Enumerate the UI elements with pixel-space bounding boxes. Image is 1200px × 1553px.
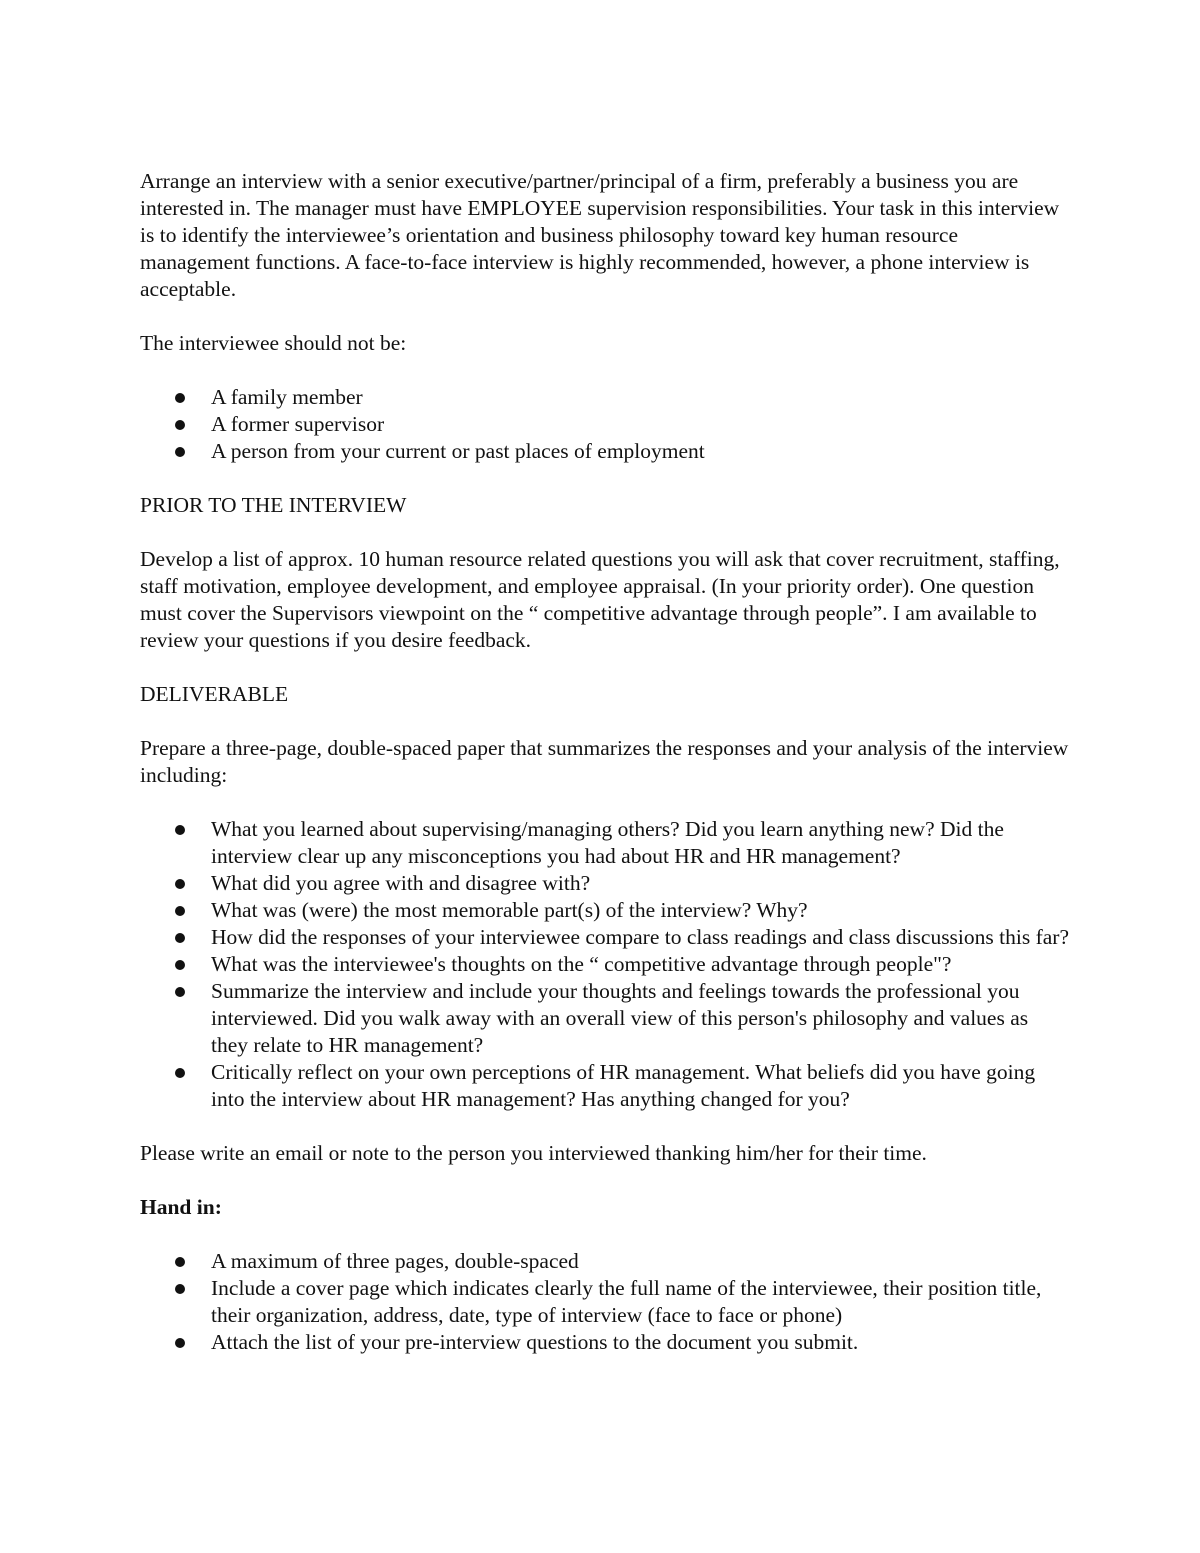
document-body bbox=[140, 168, 1070, 1383]
list-item: Include a cover page which indicates clearly the full name of the interviewee, their position title, their organization, address, date, type of interview (face to face or phone) bbox=[140, 1275, 1070, 1329]
bullet-icon bbox=[175, 960, 185, 970]
bullet-icon bbox=[175, 1338, 185, 1348]
bullet-icon bbox=[175, 906, 185, 916]
bullet-icon bbox=[175, 825, 185, 835]
bullet-icon bbox=[175, 420, 185, 430]
list-item: What was the interviewee's thoughts on the “ competitive advantage through people"? bbox=[140, 951, 1070, 978]
hand-in-list bbox=[140, 1248, 1070, 1356]
bullet-icon bbox=[175, 1284, 185, 1294]
closing-paragraph: Please write an email or note to the person you interviewed thanking him/her for their time. bbox=[140, 1141, 927, 1165]
bullet-icon bbox=[175, 393, 185, 403]
intro-paragraph: Arrange an interview with a senior executive/partner/principal of a firm, preferably a business you are interested in. The manager must have EMPLOYEE supervision responsibilities. Your task in this interview is to identify the interviewee’s orientation and business philosophy toward key human resource management functions. A face-to-face interview is highly recommended, however, a phone interview is acceptable. bbox=[140, 169, 1060, 301]
list-item: What you learned about supervising/managing others? Did you learn anything new? Did the interview clear up any misconceptions you had about HR and HR management? bbox=[140, 816, 1070, 870]
list-item: Summarize the interview and include your thoughts and feelings towards the professional you interviewed. Did you walk away with an overall view of this person's philosophy and values as they relate to HR management? bbox=[140, 978, 1070, 1059]
bullet-icon bbox=[175, 987, 185, 997]
bullet-icon bbox=[175, 933, 185, 943]
bullet-icon bbox=[175, 447, 185, 457]
prior-paragraph: Develop a list of approx. 10 human resource related questions you will ask that cover recruitment, staffing, staff motivation, employee development, and employee appraisal. (In your priority order). One question must cover the Supervisors viewpoint on the “ competitive advantage through people”. I am available to review your questions if you desire feedback. bbox=[140, 547, 1060, 652]
prior-heading: PRIOR TO THE INTERVIEW bbox=[140, 493, 407, 517]
list-item: A former supervisor bbox=[140, 411, 1070, 438]
deliverable-heading: DELIVERABLE bbox=[140, 682, 289, 706]
list-item: What was (were) the most memorable part(s) of the interview? Why? bbox=[140, 897, 1070, 924]
list-item: A maximum of three pages, double-spaced bbox=[140, 1248, 1070, 1275]
bullet-icon bbox=[175, 1068, 185, 1078]
deliverable-paragraph: Prepare a three-page, double-spaced paper that summarizes the responses and your analysis of the interview including: bbox=[140, 736, 1069, 787]
deliverable-list bbox=[140, 816, 1070, 1113]
list-item: Attach the list of your pre-interview questions to the document you submit. bbox=[140, 1329, 1070, 1356]
list-item: How did the responses of your interviewee compare to class readings and class discussions this far? bbox=[140, 924, 1070, 951]
bullet-icon bbox=[175, 1257, 185, 1267]
list-item: A family member bbox=[140, 384, 1070, 411]
list-item: A person from your current or past places of employment bbox=[140, 438, 1070, 465]
exclusions-list bbox=[140, 384, 1070, 465]
list-item: Critically reflect on your own perceptions of HR management. What beliefs did you have going into the interview about HR management? Has anything changed for you? bbox=[140, 1059, 1070, 1113]
bullet-icon bbox=[175, 879, 185, 889]
exclusions-lead: The interviewee should not be: bbox=[140, 331, 407, 355]
hand-in-heading: Hand in: bbox=[140, 1195, 222, 1219]
list-item: What did you agree with and disagree with? bbox=[140, 870, 1070, 897]
